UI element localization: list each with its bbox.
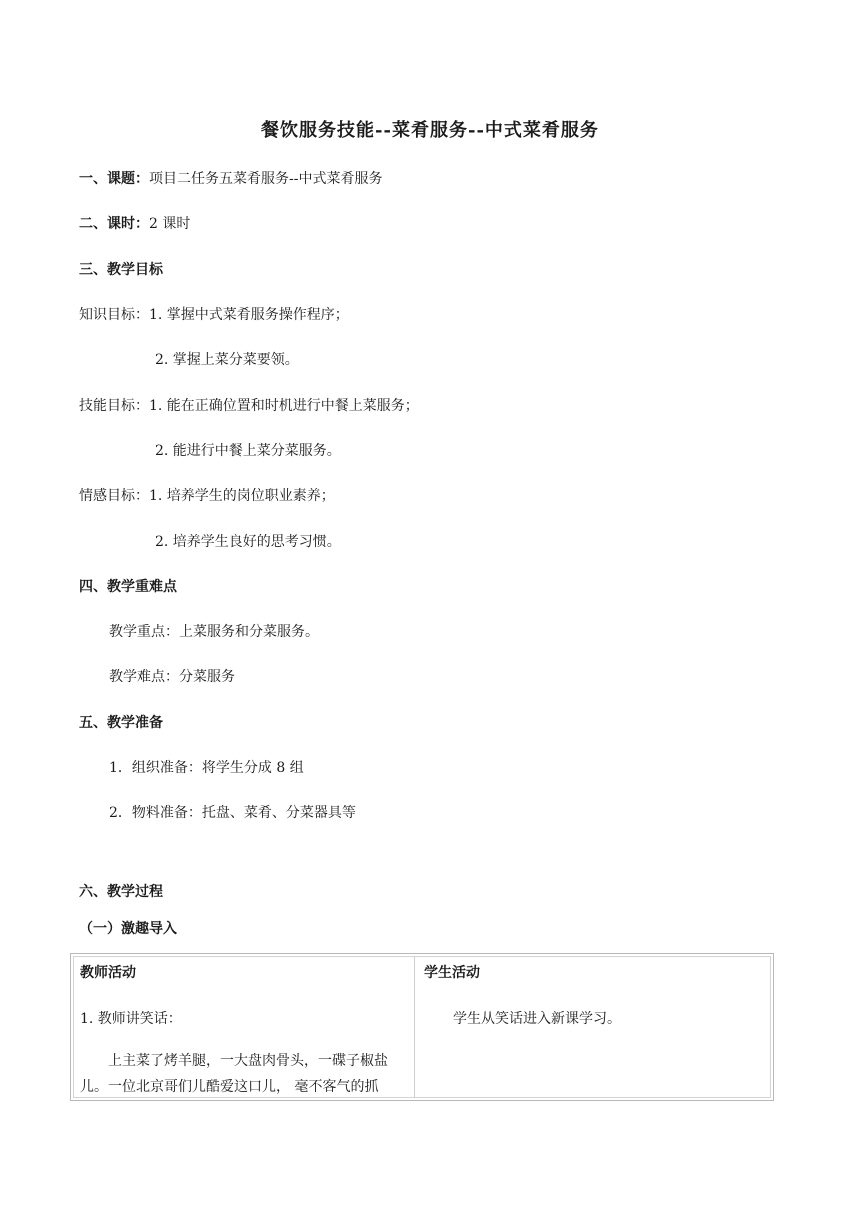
knowledge-item-1: 1. 掌握中式菜肴服务操作程序； — [149, 307, 349, 323]
intro-subheading: （一）激趣导入 — [79, 921, 177, 937]
activity-table — [70, 953, 774, 1101]
topic-value: 项目二任务五菜肴服务--中式菜肴服务 — [149, 171, 383, 187]
hours-value: 2 课时 — [149, 216, 191, 232]
skill-item-2: 2. 能进行中餐上菜分菜服务。 — [155, 443, 341, 459]
process-heading: 六、教学过程 — [79, 884, 163, 900]
skill-objective-1 — [79, 397, 419, 415]
document-title: 餐饮服务技能--菜肴服务--中式菜肴服务 — [261, 120, 599, 141]
difficult-point: 教学难点：分菜服务 — [109, 669, 235, 685]
student-activity-line-1: 学生从笑话进入新课学习。 — [453, 1011, 621, 1027]
preparation-item-1: 1．组织准备：将学生分成 8 组 — [109, 760, 304, 776]
column-divider — [414, 956, 415, 1098]
topic-label: 一、课题： — [79, 171, 149, 187]
knowledge-label: 知识目标： — [79, 307, 149, 323]
objectives-heading: 三、教学目标 — [79, 262, 163, 278]
teacher-activity-line-2: 上主菜了烤羊腿，一大盘肉骨头，一碟子椒盐 — [108, 1053, 388, 1069]
hours-label: 二、课时： — [79, 216, 149, 232]
emotion-item-2: 2. 培养学生良好的思考习惯。 — [155, 534, 341, 550]
key-difficult-heading: 四、教学重难点 — [79, 579, 177, 595]
skill-item-1: 1. 能在正确位置和时机进行中餐上菜服务； — [149, 398, 419, 414]
knowledge-objective-1 — [79, 306, 349, 324]
emotion-item-1: 1. 培养学生的岗位职业素养； — [149, 488, 335, 504]
teacher-activity-line-1: 1. 教师讲笑话： — [80, 1011, 182, 1027]
preparation-item-2: 2．物料准备：托盘、菜肴、分菜器具等 — [109, 805, 356, 821]
teacher-activity-line-3: 儿。一位北京哥们儿酷爱这口儿， 毫不客气的抓 — [80, 1079, 379, 1095]
key-point: 教学重点：上菜服务和分菜服务。 — [109, 624, 319, 640]
skill-label: 技能目标： — [79, 398, 149, 414]
preparation-heading: 五、教学准备 — [79, 715, 163, 731]
hours-line — [79, 215, 190, 233]
emotion-objective-1 — [79, 487, 335, 505]
knowledge-item-2: 2. 掌握上菜分菜要领。 — [155, 352, 299, 368]
topic-line — [79, 170, 382, 188]
student-activity-header: 学生活动 — [424, 965, 480, 981]
teacher-activity-header: 教师活动 — [80, 965, 136, 981]
emotion-label: 情感目标： — [79, 488, 149, 504]
